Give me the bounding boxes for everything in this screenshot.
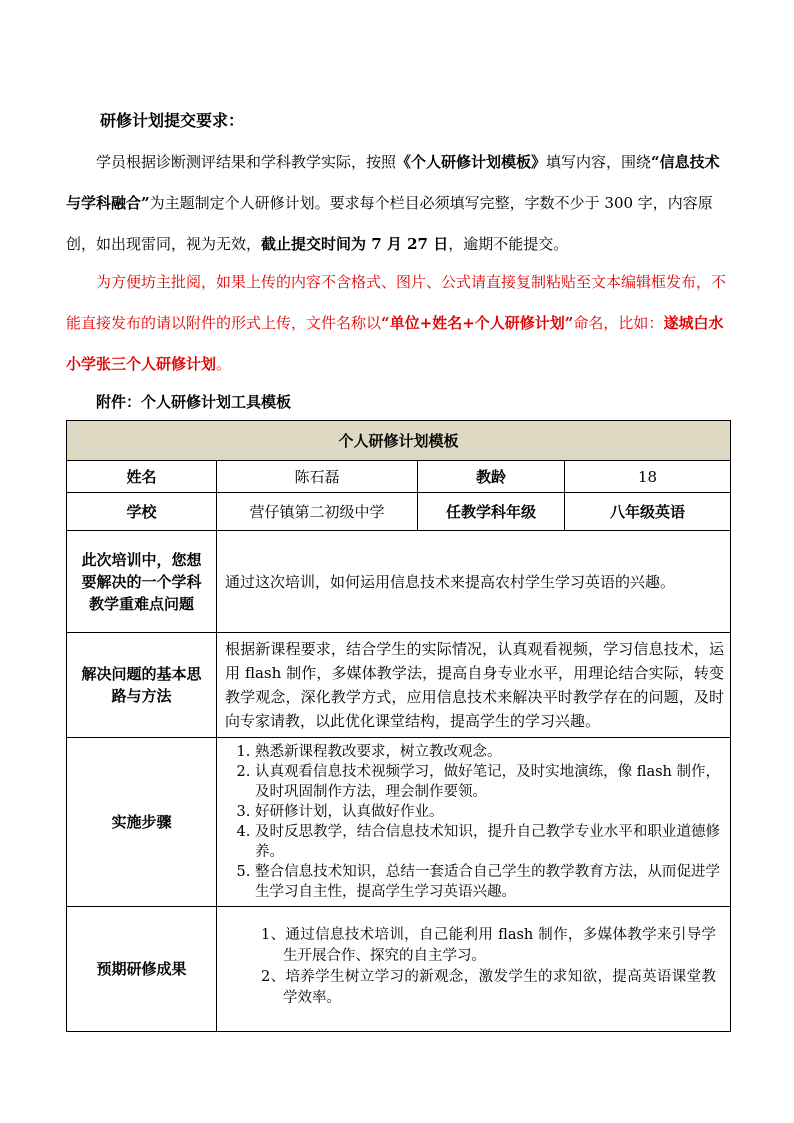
problem-label: 此次培训中，您想要解决的一个学科教学重难点问题	[67, 531, 217, 633]
step-item: 4. 及时反思教学，结合信息技术知识，提升自己教学专业水平和职业道德修养。	[255, 822, 720, 862]
file-naming-rule: “单位+姓名+个人研修计划”	[381, 314, 574, 332]
requirements-paragraph	[66, 142, 730, 265]
subject-grade-label: 任教学科年级	[418, 493, 565, 531]
outcome-cell	[217, 907, 731, 1032]
step-item: 3. 好研修计划，认真做好作业。	[255, 802, 720, 822]
name-value: 陈石磊	[217, 461, 418, 493]
para2-part3: 。	[216, 355, 232, 373]
name-label: 姓名	[67, 461, 217, 493]
attachment-title: 附件：个人研修计划工具模板	[96, 393, 292, 411]
approach-value: 根据新课程要求，结合学生的实际情况，认真观看视频，学习信息技术，运用 flash 制作，多媒体教学法，提高自身专业水平，用理论结合实际，转变教学观念，深化教学方式，应用信息技术来解决平时教学存在的问题，及时向专家请教，以此优化课堂结构，提高学生的学习兴趣。	[217, 633, 731, 738]
deadline-text: 截止提交时间为 7 月 27 日	[261, 235, 449, 253]
para2-part2: 命名，比如：	[573, 314, 664, 332]
para1-part2: 填写内容，围绕	[546, 153, 652, 171]
table-title: 个人研修计划模板	[67, 421, 731, 461]
school-value: 营仔镇第二初级中学	[217, 493, 418, 531]
research-plan-table	[66, 420, 731, 1032]
approach-label: 解决问题的基本思路与方法	[67, 633, 217, 738]
file-naming-example: 遂城白水小学张三个人研修计划	[66, 314, 724, 373]
school-label: 学校	[67, 493, 217, 531]
outcome-item: 1、通过信息技术培训，自己能利用 flash 制作，多媒体教学来引导学生开展合作、探究的自主学习。	[261, 927, 717, 964]
step-item: 2. 认真观看信息技术视频学习，做好笔记，及时实地演练，像 flash 制作，及时巩固制作方法，理会制作要领。	[255, 762, 720, 802]
problem-value: 通过这次培训，如何运用信息技术来提高农村学生学习英语的兴趣。	[217, 531, 731, 633]
teaching-years-label: 教龄	[418, 461, 565, 493]
subject-grade-value: 八年级英语	[565, 493, 731, 531]
outcome-item: 2、培养学生树立学习的新观念，激发学生的求知欲，提高英语课堂教学效率。	[261, 969, 717, 1006]
steps-label: 实施步骤	[67, 738, 217, 907]
teaching-years-value: 18	[565, 461, 731, 493]
template-name: 《个人研修计划模板》	[396, 153, 547, 171]
outcome-label: 预期研修成果	[67, 907, 217, 1032]
step-item: 5. 整合信息技术知识，总结一套适合自己学生的教学教育方法，从而促进学生学习自主性，提高学生学习英语兴趣。	[255, 862, 720, 902]
upload-instructions-paragraph	[66, 262, 730, 385]
step-item: 1. 熟悉新课程教改要求，树立教改观念。	[255, 742, 720, 762]
theme-text: “信息技术与学科融合”	[66, 153, 720, 212]
para1-part1: 学员根据诊断测评结果和学科教学实际，按照	[96, 153, 397, 171]
outcome-list	[225, 925, 724, 1009]
para1-part4: ，逾期不能提交。	[448, 235, 569, 253]
para2-part1: 为方便坊主批阅，如果上传的内容不含格式、图片、公式请直接复制粘贴至文本编辑框发布，不能直接发布的请以附件的形式上传，文件名称以	[66, 273, 727, 332]
steps-list	[225, 742, 724, 902]
submission-requirements-heading: 研修计划提交要求：	[100, 111, 245, 130]
para1-part3: 为主题制定个人研修计划。要求每个栏目必须填写完整，字数不少于 300 字，内容原创，如出现雷同，视为无效，	[66, 194, 713, 253]
steps-cell	[217, 738, 731, 907]
